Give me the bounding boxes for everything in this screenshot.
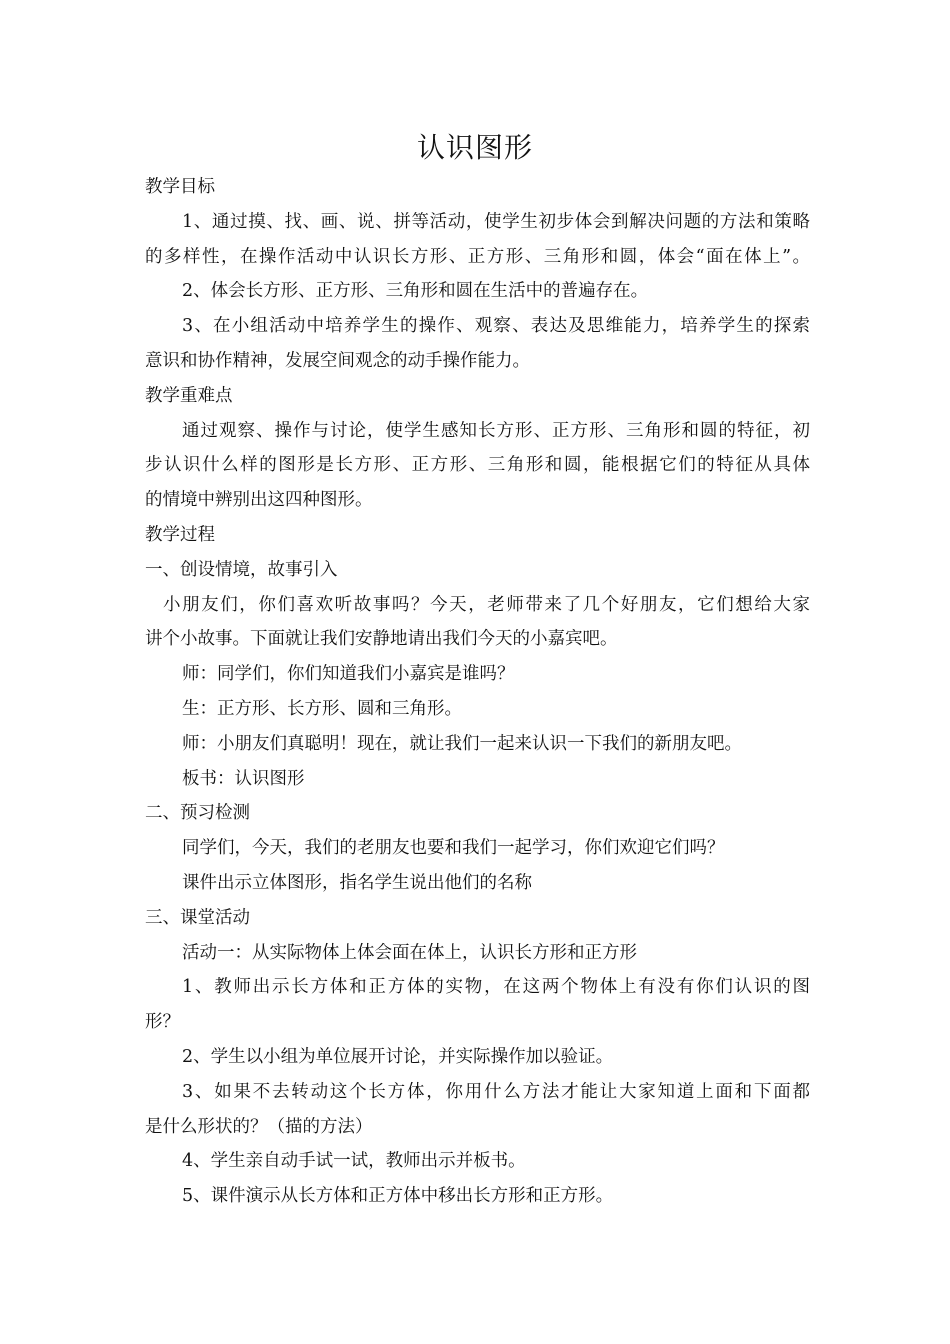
paragraph-line: 讲个小故事。下面就让我们安静地请出我们今天的小嘉宾吧。 [145, 629, 618, 650]
paragraph-line: 5、课件演示从长方体和正方体中移出长方形和正方形。 [182, 1186, 614, 1207]
paragraph-line: 二、预习检测 [145, 803, 250, 824]
paragraph-line: 的多样性，在操作活动中认识长方形、正方形、三角形和圆，体会“面在体上”。 [145, 246, 810, 267]
paragraph-line: 1、教师出示长方体和正方体的实物，在这两个物体上有没有你们认识的图 [182, 977, 810, 998]
paragraph-line: 教学目标 [145, 177, 215, 197]
paragraph-line: 3、在小组活动中培养学生的操作、观察、表达及思维能力，培养学生的探索 [182, 316, 810, 337]
paragraph-line: 一、创设情境，故事引入 [145, 559, 338, 580]
paragraph-line: 师：小朋友们真聪明！现在，就让我们一起来认识一下我们的新朋友吧。 [182, 733, 742, 754]
paragraph-line: 2、体会长方形、正方形、三角形和圆在生活中的普遍存在。 [182, 281, 649, 302]
paragraph-line: 是什么形状的？（描的方法） [145, 1116, 373, 1137]
paragraph-line: 小朋友们，你们喜欢听故事吗？今天，老师带来了几个好朋友，它们想给大家 [163, 594, 810, 615]
paragraph-line: 形？ [145, 1012, 180, 1033]
paragraph-line: 活动一：从实际物体上体会面在体上，认识长方形和正方形 [182, 942, 637, 963]
paragraph-line: 生：正方形、长方形、圆和三角形。 [182, 698, 462, 719]
paragraph-line: 4、学生亲自动手试一试，教师出示并板书。 [182, 1151, 526, 1172]
paragraph-line: 教学重难点 [145, 385, 233, 406]
document-body [145, 170, 810, 1214]
paragraph-line: 三、课堂活动 [145, 907, 250, 928]
paragraph-line: 板书：认识图形 [182, 768, 305, 789]
paragraph-line: 通过观察、操作与讨论，使学生感知长方形、正方形、三角形和圆的特征，初 [182, 420, 810, 441]
paragraph-line: 3、如果不去转动这个长方体，你用什么方法才能让大家知道上面和下面都 [182, 1081, 810, 1102]
paragraph-line: 教学过程 [145, 524, 215, 545]
paragraph-line: 意识和协作精神，发展空间观念的动手操作能力。 [145, 350, 530, 371]
paragraph-line: 课件出示立体图形，指名学生说出他们的名称 [182, 872, 532, 893]
paragraph-line: 2、学生以小组为单位展开讨论，并实际操作加以验证。 [182, 1046, 614, 1067]
paragraph-line: 的情境中辨别出这四种图形。 [145, 490, 373, 511]
paragraph-line: 师：同学们，你们知道我们小嘉宾是谁吗？ [182, 664, 515, 685]
paragraph-line: 同学们，今天，我们的老朋友也要和我们一起学习，你们欢迎它们吗？ [182, 838, 725, 859]
paragraph-line: 1、通过摸、找、画、说、拼等活动，使学生初步体会到解决问题的方法和策略 [182, 211, 810, 232]
paragraph-line: 步认识什么样的图形是长方形、正方形、三角形和圆，能根据它们的特征从具体 [145, 455, 810, 476]
document-title: 认识图形 [416, 131, 533, 164]
